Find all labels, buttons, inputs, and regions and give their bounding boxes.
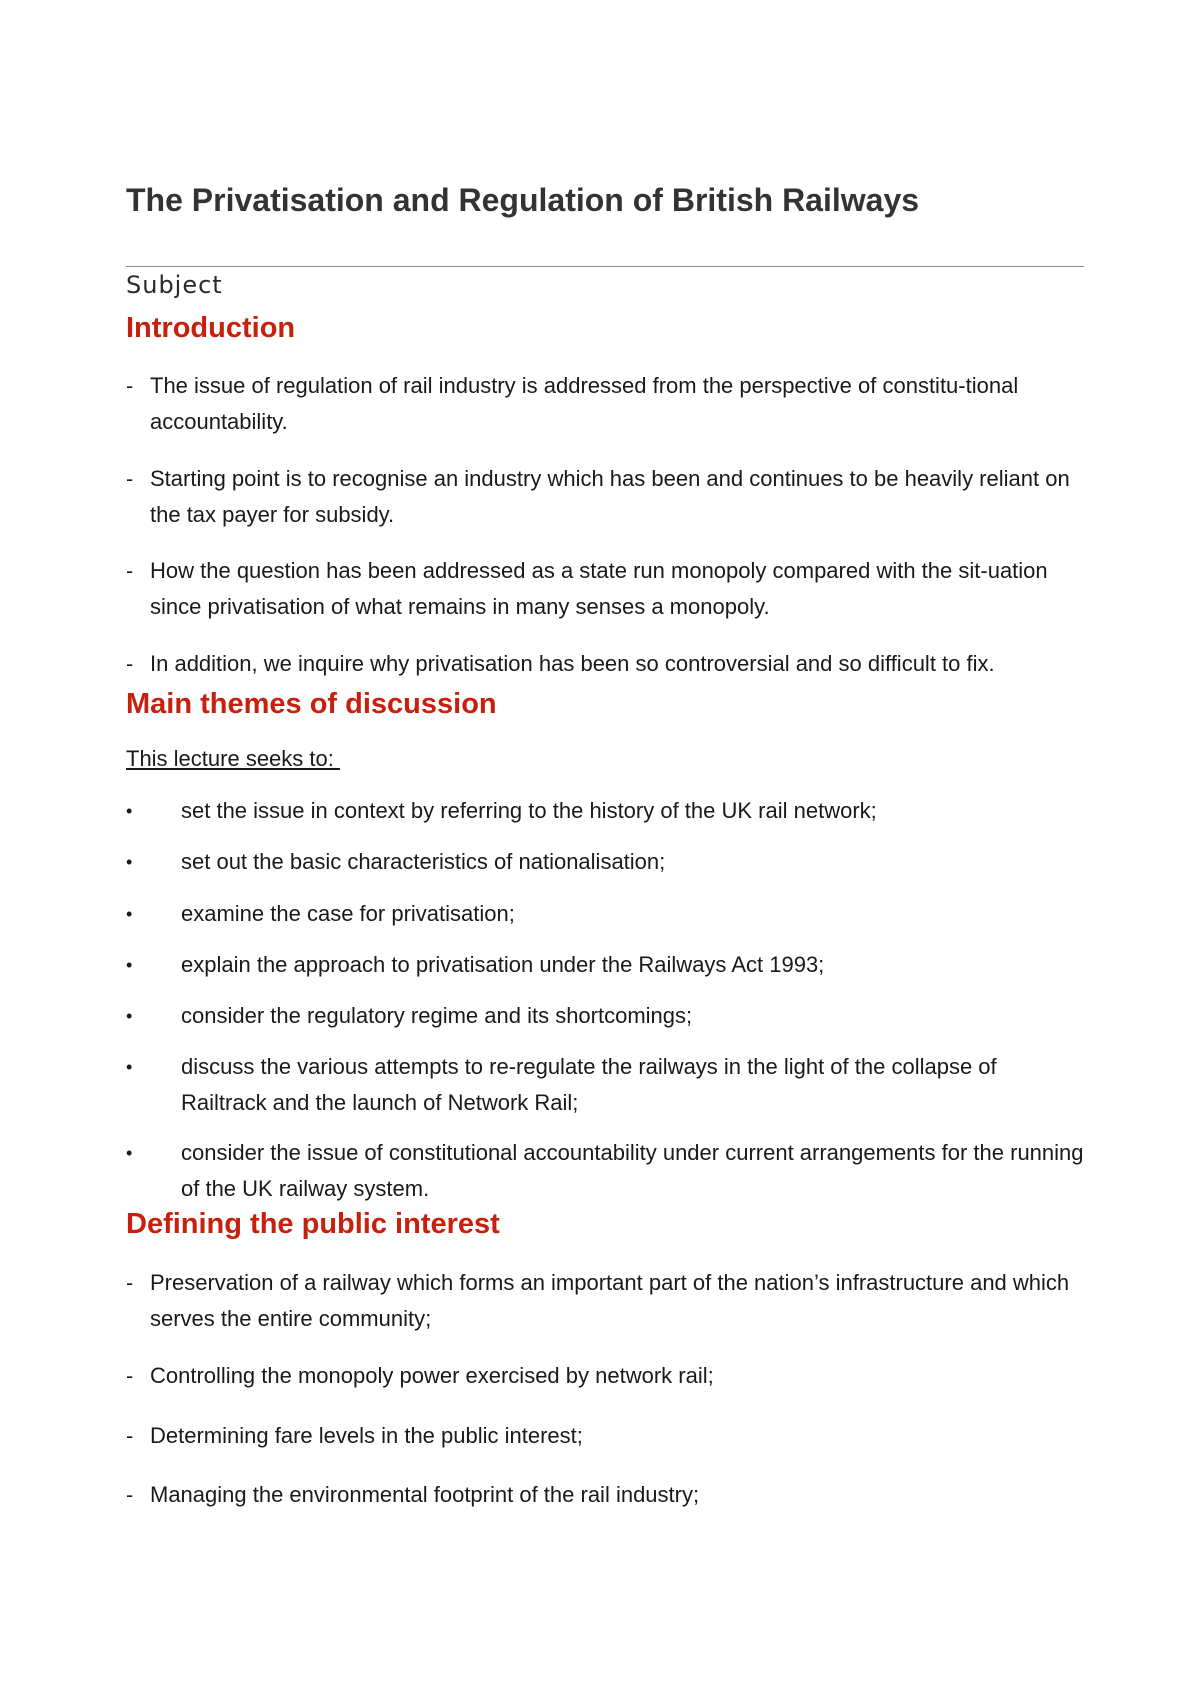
list-item-text: explain the approach to privatisation under the Railways Act 1993; [181,952,825,977]
dash-marker: - [126,374,134,398]
list-item-text: Controlling the monopoly power exercised by network rail; [150,1363,714,1388]
list-item [126,844,1084,880]
list-item-text: examine the case for privatisation; [181,901,515,926]
list-item-text: Starting point is to recognise an industry which has been and continues to be heavily reliant on the tax payer for subsidy. [150,466,1070,527]
list-item-text: How the question has been addressed as a state run monopoly compared with the sit-uation since privatisation of what remains in many senses a monopoly. [150,558,1048,619]
list-item [126,646,1084,682]
bullet-marker: • [126,852,133,872]
list-item [126,896,1084,932]
list-item-text: The issue of regulation of rail industry is addressed from the perspective of constitu-tional accountability. [150,373,1019,434]
list-item [126,1265,1084,1337]
list-item [126,1049,1084,1121]
list-item [126,1418,1084,1454]
bullet-marker: • [126,955,133,975]
dash-marker: - [126,559,134,583]
list-item-text: discuss the various attempts to re-regulate the railways in the light of the collapse of Railtrack and the launch of Network Rail; [181,1054,997,1115]
list-item-text: Preservation of a railway which forms an important part of the nation’s infrastructure and which serves the entire community; [150,1270,1070,1331]
document-title: The Privatisation and Regulation of British Railways [126,182,920,218]
dash-marker: - [126,652,134,676]
list-item [126,553,1084,625]
list-item [126,1135,1084,1207]
list-item [126,793,1084,829]
list-item [126,368,1084,440]
list-item-text: consider the regulatory regime and its shortcomings; [181,1003,693,1028]
bullet-marker: • [126,1006,133,1026]
list-item-text: set the issue in context by referring to the history of the UK rail network; [181,798,877,823]
list-item [126,1358,1084,1394]
dash-marker: - [126,1483,134,1507]
list-item-text: In addition, we inquire why privatisation has been so controversial and so difficult to fix. [150,651,995,676]
bullet-marker: • [126,1057,133,1077]
dash-marker: - [126,1424,134,1448]
main-themes-heading: Main themes of discussion [126,688,497,720]
title-divider [126,266,1084,267]
list-item [126,998,1084,1034]
list-item-text: Determining fare levels in the public interest; [150,1423,583,1448]
main-themes-intro: This lecture seeks to: [126,746,340,771]
list-item-text: set out the basic characteristics of nationalisation; [181,849,666,874]
public-interest-heading: Defining the public interest [126,1208,500,1240]
bullet-marker: • [126,801,133,821]
list-item [126,1477,1084,1513]
list-item-text: Managing the environmental footprint of the rail industry; [150,1482,700,1507]
dash-marker: - [126,467,134,491]
dash-marker: - [126,1271,134,1295]
bullet-marker: • [126,904,133,924]
list-item-text: consider the issue of constitutional accountability under current arrangements for the running of the UK railway system. [181,1140,1084,1201]
bullet-marker: • [126,1143,133,1163]
list-item [126,947,1084,983]
dash-marker: - [126,1364,134,1388]
list-item [126,461,1084,533]
subject-label: Subject [126,271,223,299]
introduction-heading: Introduction [126,312,296,344]
